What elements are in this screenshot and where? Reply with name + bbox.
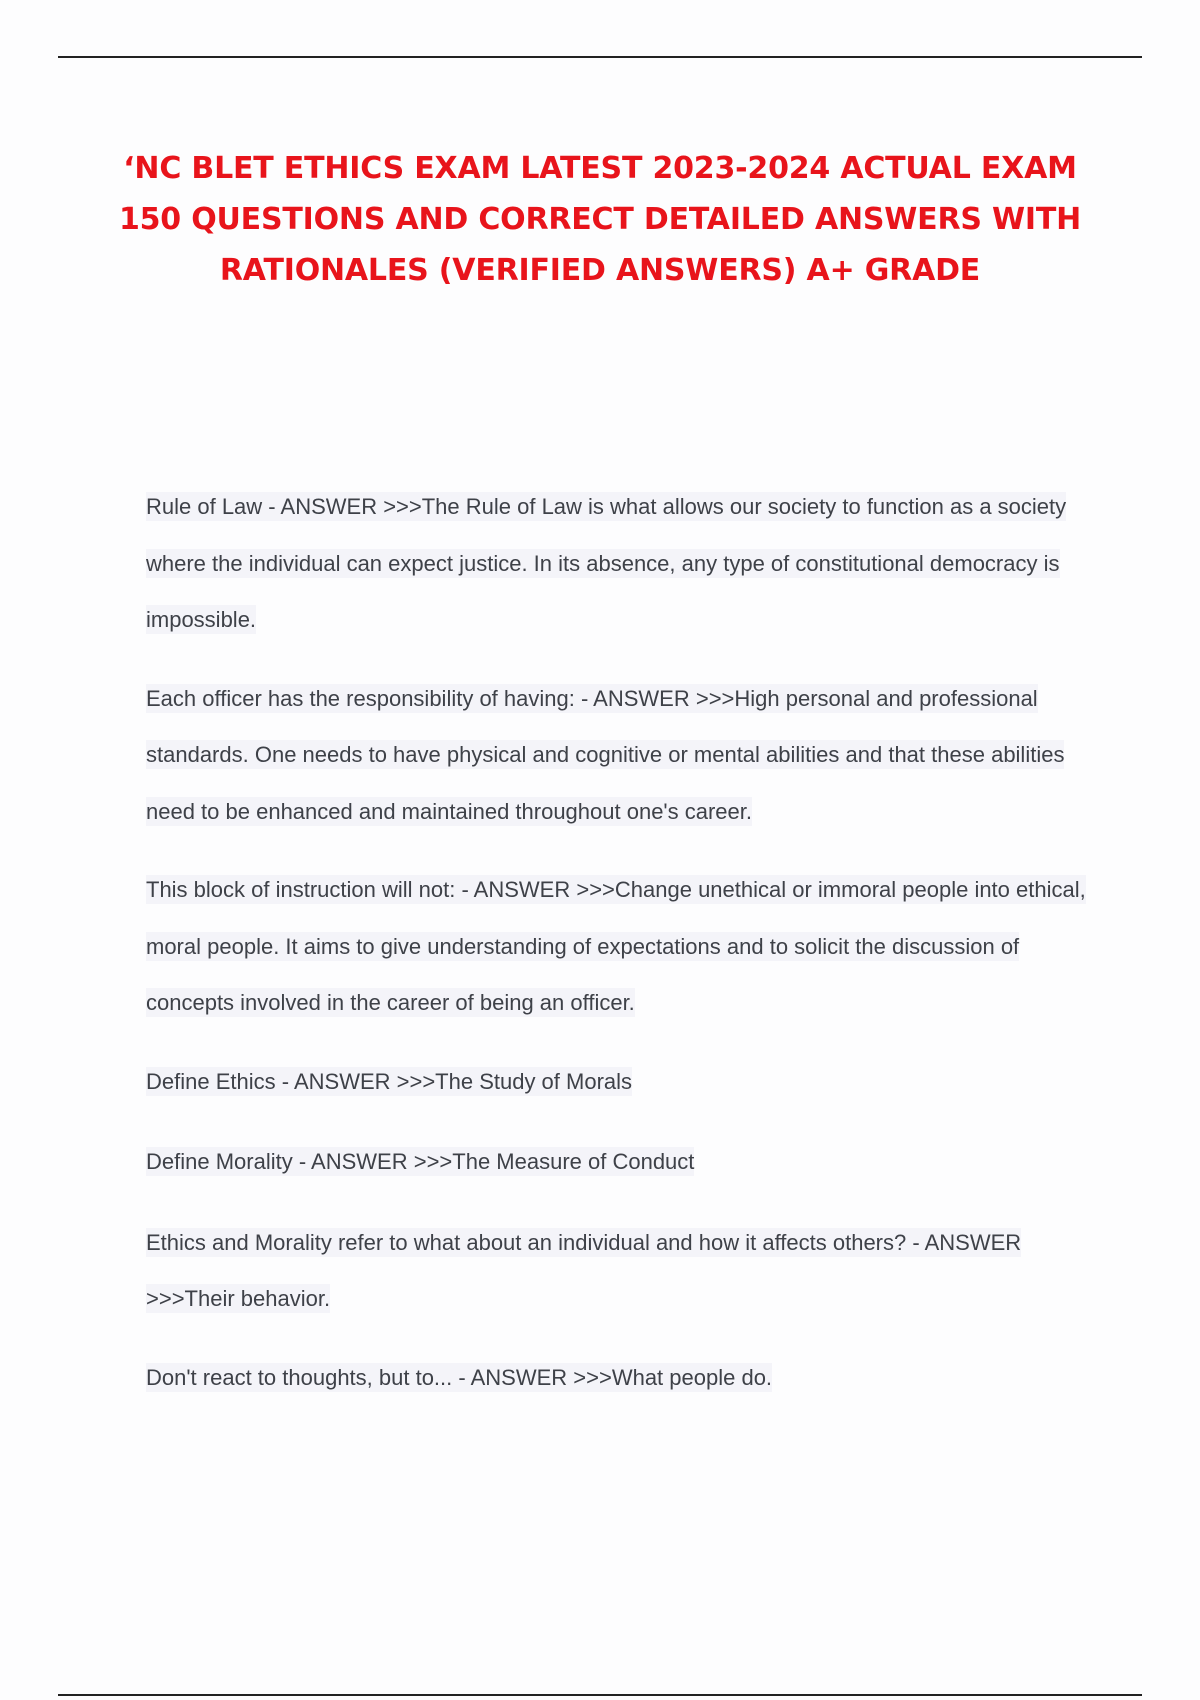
document-title: ‘NC BLET ETHICS EXAM LATEST 2023-2024 ACTUAL EXAM 150 QUESTIONS AND CORRECT DETAILED ANSWERS WITH RATIONALES (VERIFIED ANSWERS) A+ GRADE — [118, 151, 1082, 288]
qa-text: This block of instruction will not: - ANSWER >>>Change unethical or immoral people into ethical, moral people. It aims to give understanding of expectations and to solicit the discussion of concepts involved in the career of being an officer. — [146, 877, 1086, 1015]
top-rule — [58, 56, 1142, 58]
qa-text: Define Morality - ANSWER >>>The Measure of Conduct — [146, 1149, 695, 1174]
bottom-rule — [58, 1694, 1142, 1696]
qa-item — [146, 1134, 1102, 1191]
qa-text: Ethics and Morality refer to what about an individual and how it affects others? - ANSWER >>>Their behavior. — [146, 1229, 1022, 1311]
qa-text: Rule of Law - ANSWER >>>The Rule of Law is what allows our society to function as a society where the individual can expect justice. In its absence, any type of constitutional democracy is impossible. — [146, 494, 1067, 632]
qa-item — [146, 1350, 1102, 1407]
qa-item — [146, 479, 1102, 649]
qa-item — [146, 1215, 1102, 1328]
qa-item — [146, 671, 1102, 841]
qa-text: Each officer has the responsibility of having: - ANSWER >>>High personal and professional standards. One needs to have physical and cognitive or mental abilities and that these abilities need to be enhanced and maintained throughout one's career. — [146, 685, 1065, 824]
qa-text: Don't react to thoughts, but to... - ANSWER >>>What people do. — [146, 1364, 773, 1390]
qa-item — [146, 862, 1102, 1032]
qa-item — [146, 1054, 1102, 1111]
qa-text: Define Ethics - ANSWER >>>The Study of Morals — [146, 1068, 633, 1094]
qa-list — [146, 479, 1102, 1430]
